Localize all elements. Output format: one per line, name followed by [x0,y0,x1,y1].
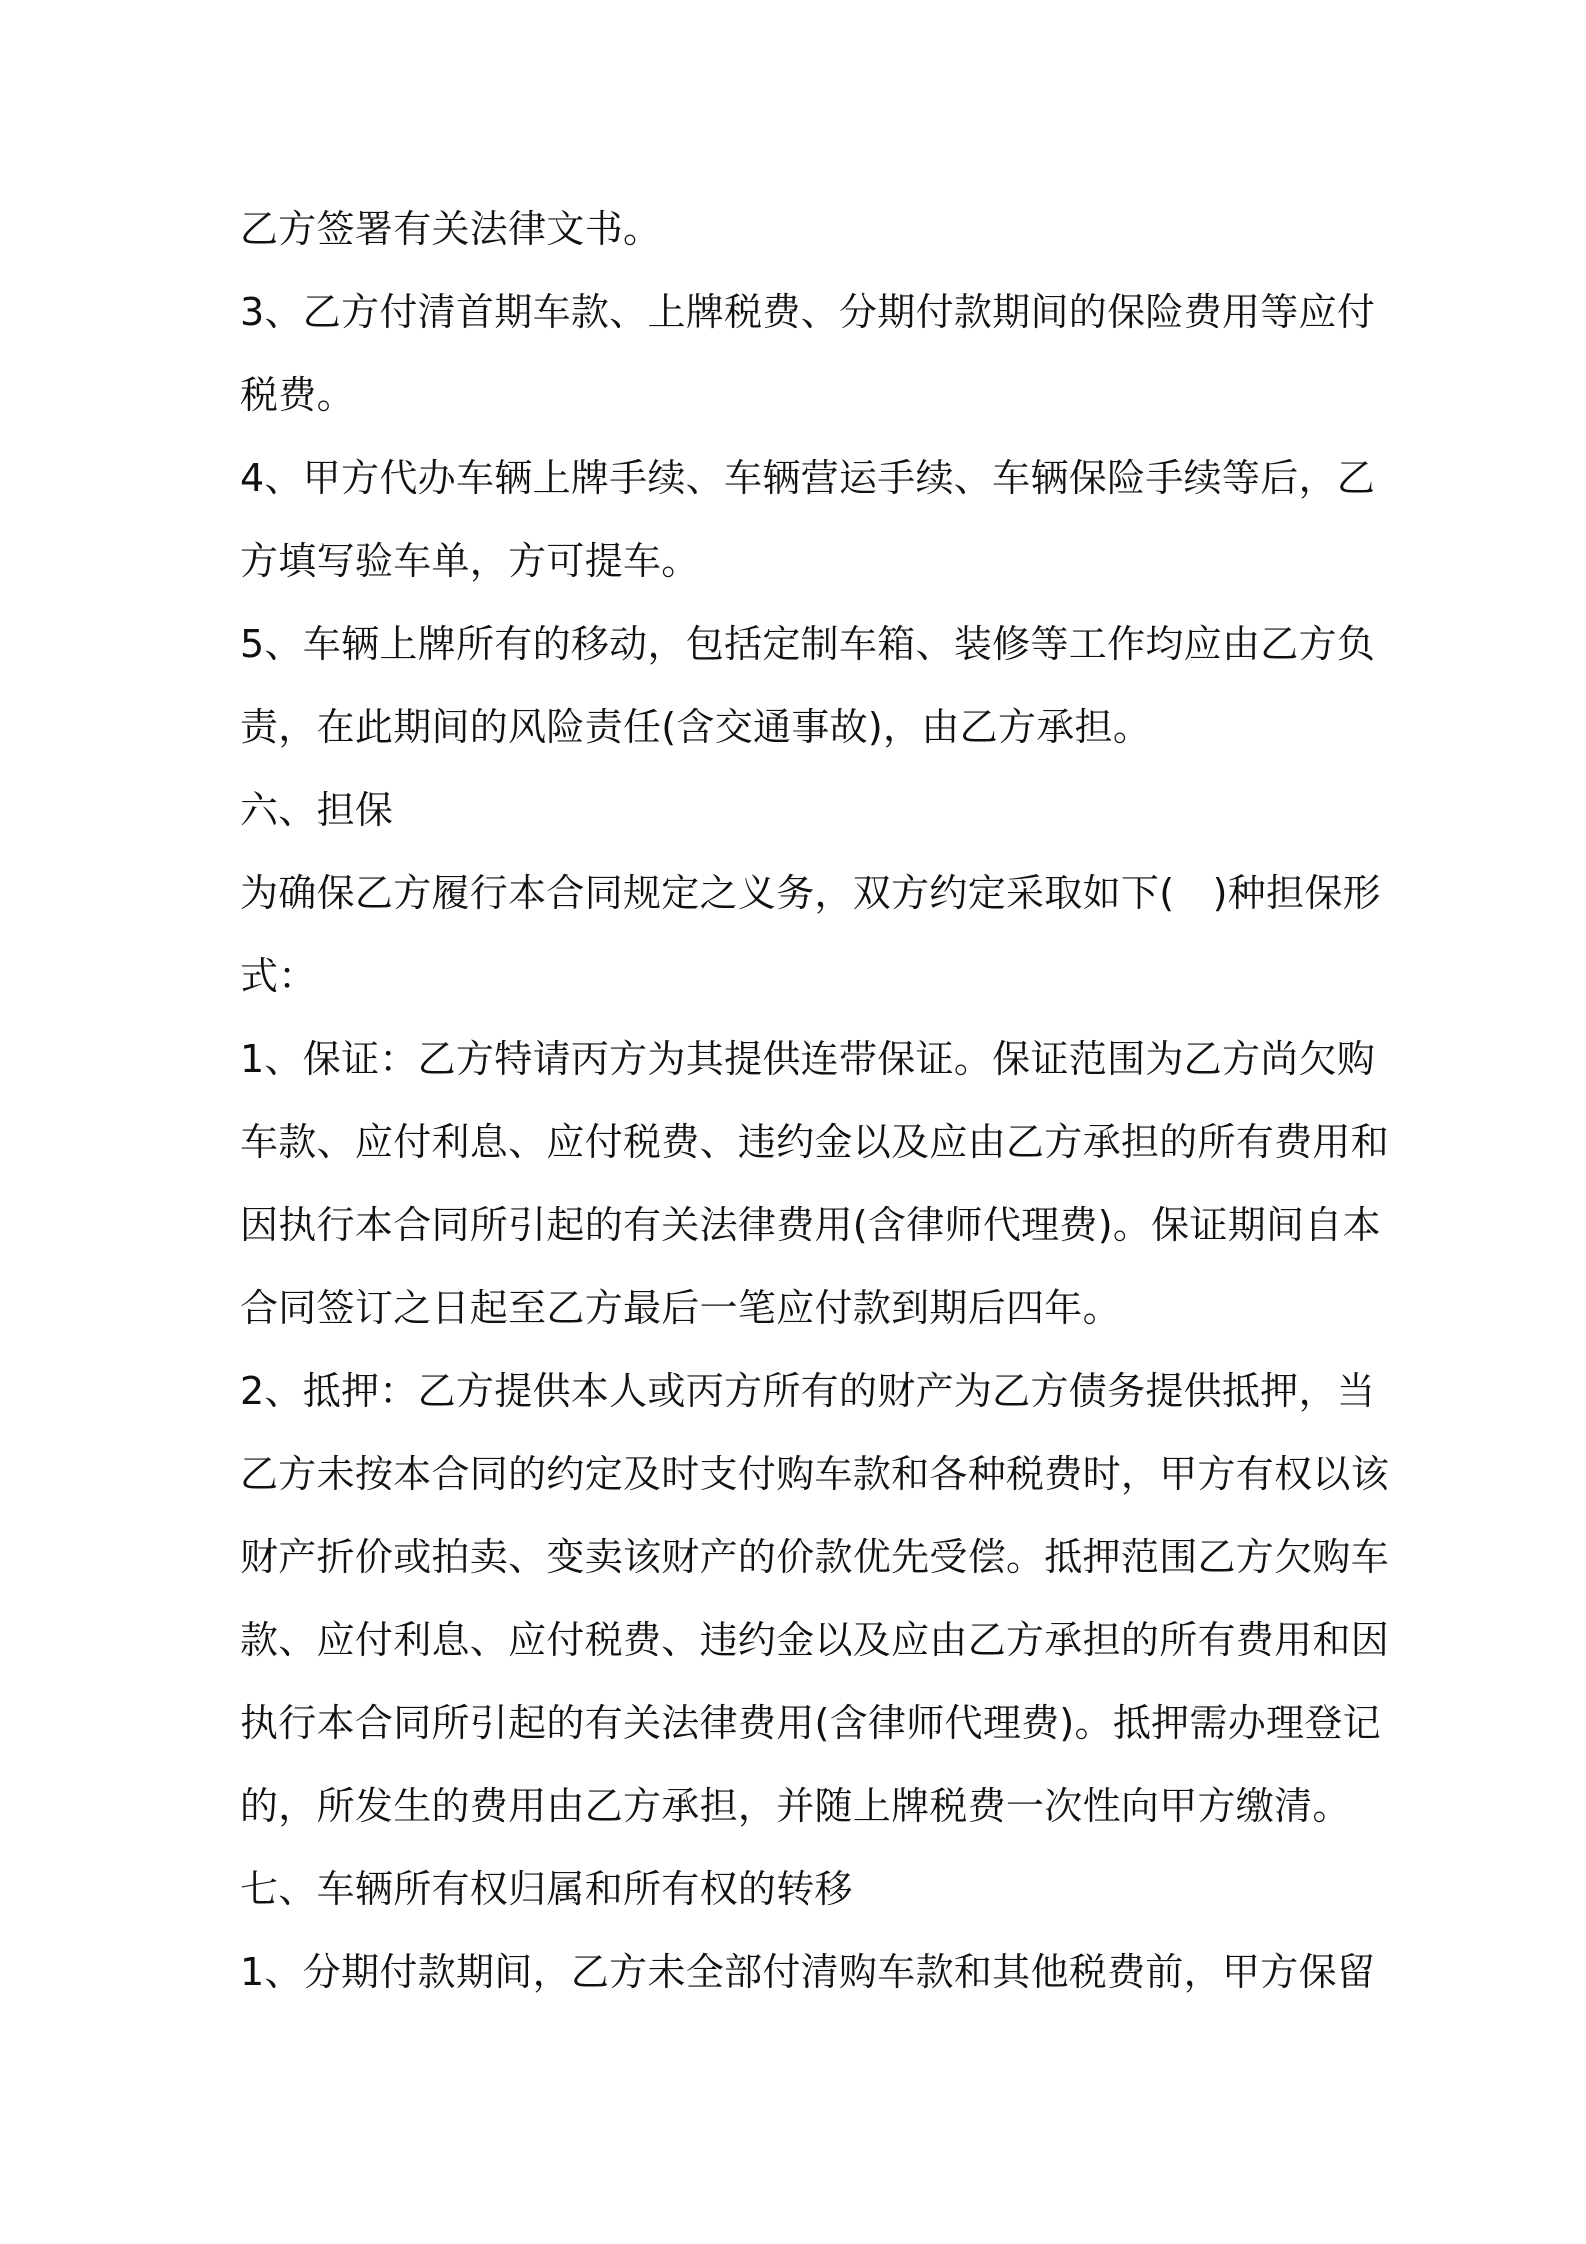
text-line: 方填写验车单，方可提车。 [240,539,700,583]
contract-text [240,188,1390,2014]
text-line: 的，所发生的费用由乙方承担，并随上牌税费一次性向甲方缴清。 [240,1784,1351,1828]
text-line: 3、乙方付清首期车款、上牌税费、分期付款期间的保险费用等应付 [240,290,1376,334]
text-line: 4、甲方代办车辆上牌手续、车辆营运手续、车辆保险手续等后，乙 [240,456,1376,500]
text-line: 款、应付利息、应付税费、违约金以及应由乙方承担的所有费用和因 [240,1618,1390,1662]
text-line: 税费。 [240,373,355,417]
text-line: 5、车辆上牌所有的移动，包括定制车箱、装修等工作均应由乙方负 [240,622,1376,666]
text-line: 2、抵押：乙方提供本人或丙方所有的财产为乙方债务提供抵押，当 [240,1369,1376,1413]
section-heading: 七、车辆所有权归属和所有权的转移 [240,1867,853,1911]
text-line: 财产折价或拍卖、变卖该财产的价款优先受偿。抵押范围乙方欠购车 [240,1535,1390,1579]
text-line: 因执行本合同所引起的有关法律费用(含律师代理费)。保证期间自本 [240,1203,1381,1247]
text-line: 式： [240,954,317,998]
text-line: 为确保乙方履行本合同规定之义务，双方约定采取如下( )种担保形 [240,871,1381,915]
text-line: 责，在此期间的风险责任(含交通事故)，由乙方承担。 [240,705,1152,749]
text-line: 乙方未按本合同的约定及时支付购车款和各种税费时，甲方有权以该 [240,1452,1390,1496]
text-line: 合同签订之日起至乙方最后一笔应付款到期后四年。 [240,1286,1121,1330]
text-line: 乙方签署有关法律文书。 [240,207,662,251]
text-line: 车款、应付利息、应付税费、违约金以及应由乙方承担的所有费用和 [240,1120,1390,1164]
text-line: 1、分期付款期间，乙方未全部付清购车款和其他税费前，甲方保留 [240,1950,1376,1994]
text-line: 执行本合同所引起的有关法律费用(含律师代理费)。抵押需办理登记 [240,1701,1381,1745]
text-line: 1、保证：乙方特请丙方为其提供连带保证。保证范围为乙方尚欠购 [240,1037,1376,1081]
section-heading: 六、担保 [240,788,394,832]
